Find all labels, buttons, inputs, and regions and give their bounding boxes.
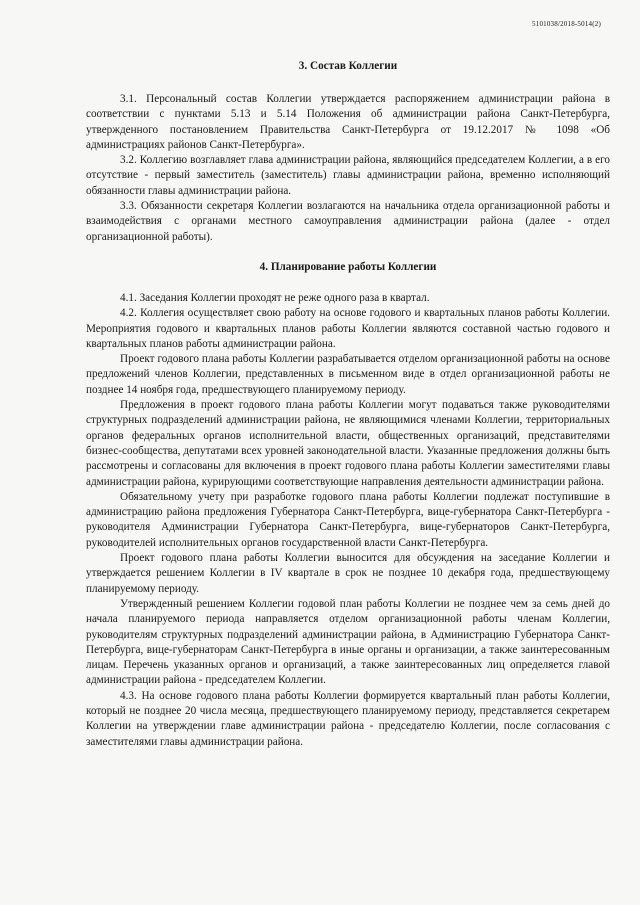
paragraph-3-2: 3.2. Коллегию возглавляет глава администрации района, являющийся председателем Коллегии, а в его отсутствие - первый заместитель (заместитель) главы администрации района, временно исполняющий обязанности главы администрации района.	[86, 154, 610, 197]
paragraph-4-2-discussion: Проект годового плана работы Коллегии выносится для обсуждения на заседание Коллегии и утверждается решением Коллегии в IV квартале в срок не позднее 10 декабря года, предшествующему планируемому периоду.	[86, 552, 610, 595]
paragraph-3-3: 3.3. Обязанности секретаря Коллегии возлагаются на начальника отдела организационной работы и взаимодействия с органами местного самоуправления администрации района (далее - отдел организационной работы).	[86, 200, 610, 243]
paragraph-4-2-mandatory: Обязательному учету при разработке годового плана работы Коллегии подлежат поступившие в администрацию района предложения Губернатора Санкт-Петербурга, вице-губернатора Санкт-Петербурга - руководителя Администрации Губернатора Санкт-Петербурга, вице-губернаторов Санкт-Петербурга, руководителей исполнительных органов государственной власти Санкт-Петербурга.	[86, 490, 610, 549]
paragraph-3-1: 3.1. Персональный состав Коллегии утверждается распоряжением администрации района в соответствии с пунктами 5.13 и 5.14 Положения об администрации района Санкт-Петербурга, утвержденного постановлением Правительства Санкт-Петербурга от 19.12.2017 № 1098 «Об администрациях районов Санкт-Петербурга».	[86, 93, 610, 151]
paragraph-4-1: 4.1. Заседания Коллегии проходят не реже одного раза в квартал.	[120, 291, 430, 304]
paragraph-4-2-proposals: Предложения в проект годового плана работы Коллегии могут подаваться также руководителями структурных подразделений администрации района, не являющимися членами Коллегии, территориальных органов федеральных органов исполнительной власти, общественных организаций, представителями бизнес-сообщества, депутатами всех уровней законодательной власти. Указанные предложения должны быть рассмотрены и согласованы для включения в проект годового плана работы Коллегии заместителями главы администрации района, курирующими соответствующие направления деятельности администрации района.	[86, 399, 610, 488]
section-4-heading: 4. Планирование работы Коллегии	[259, 260, 437, 273]
paragraph-4-2: 4.2. Коллегия осуществляет свою работу на основе годового и квартальных планов работы Коллегии. Мероприятия годового и квартальных планов работы Коллегии являются составной частью годового и квартальных планов работы администрации района.	[86, 307, 610, 350]
paragraph-4-2-approved: Утвержденный решением Коллегии годовой план работы Коллегии не позднее чем за семь дней до начала планируемого периода направляется отделом организационной работы членам Коллегии, руководителям структурных подразделений администрации района, в Администрацию Губернатора Санкт-Петербурга, вице-губернаторам Санкт-Петербурга в иные органы и организации, а также заинтересованным лицам. Перечень указанных органов и организаций, а также заинтересованных лиц определяется главой администрации района - председателем Коллегии.	[86, 597, 610, 687]
section-3-heading: 3. Состав Коллегии	[298, 60, 398, 72]
paragraph-4-2-draft: Проект годового плана работы Коллегии разрабатывается отделом организационной работы на основе предложений членов Коллегии, представленных в письменном виде в отдел организационной работы не позднее 14 ноября года, предшествующего планируемому периоду.	[86, 353, 610, 396]
paragraph-4-3: 4.3. На основе годового плана работы Коллегии формируется квартальный план работы Коллегии, который не позднее 20 числа месяца, предшествующего планируемому периоду, представляется секретарем Коллегии на утверждении главе администрации района - председателю Коллегии, после согласования с заместителями главы администрации района.	[86, 689, 610, 748]
document-code: 5101038/2018-5014(2)	[532, 20, 601, 28]
